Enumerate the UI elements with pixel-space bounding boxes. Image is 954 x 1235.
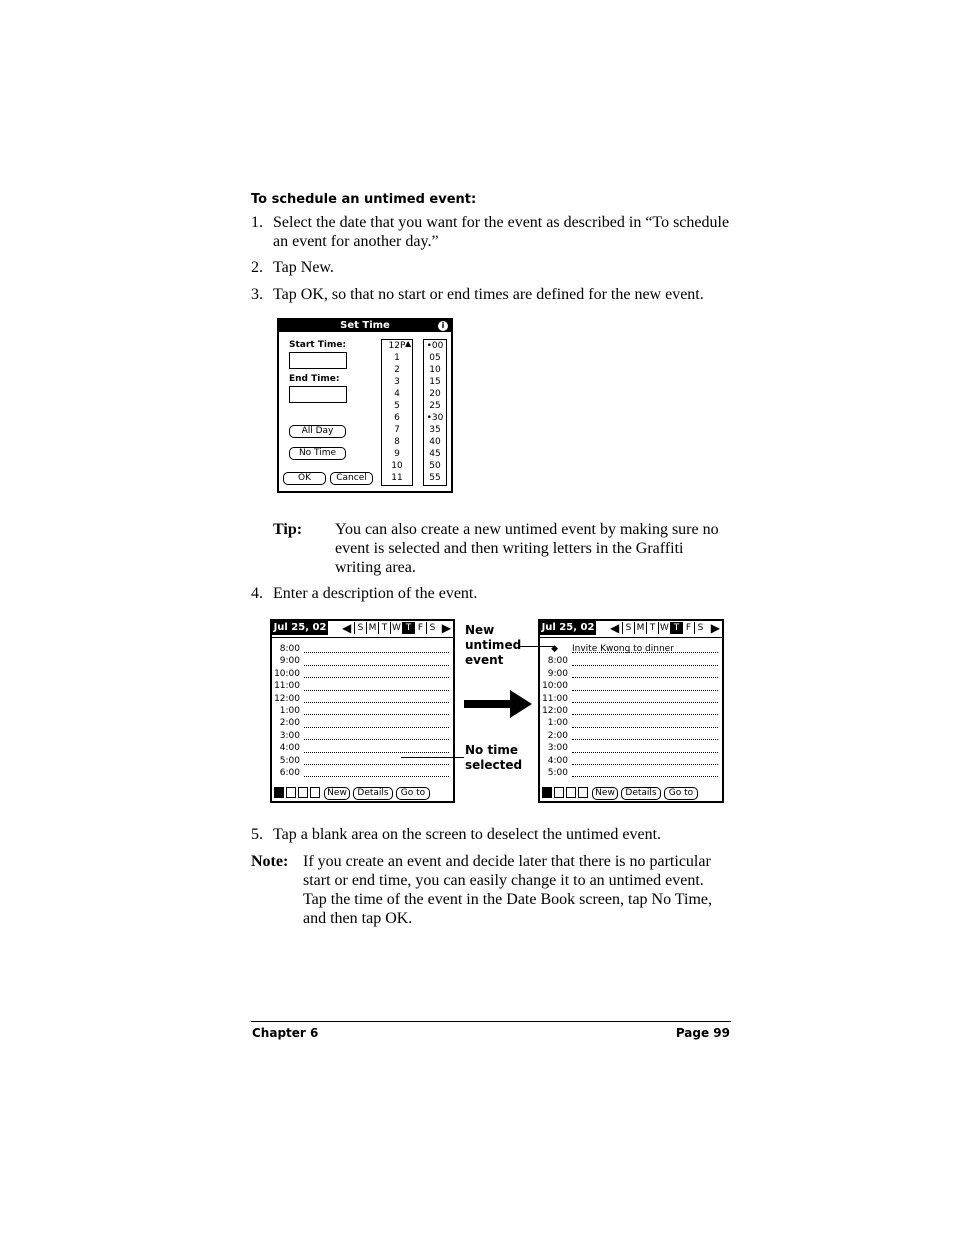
hour-item[interactable]: 1 [394, 353, 400, 363]
start-time-field[interactable] [289, 352, 347, 369]
time-label: 1:00 [547, 718, 568, 729]
week-view-icon[interactable] [554, 787, 564, 798]
weekday-button[interactable]: M [634, 622, 646, 634]
minute-item[interactable]: 35 [429, 425, 441, 435]
hour-item[interactable]: 4 [394, 389, 400, 399]
callout-no-time: No time selected [465, 743, 523, 772]
end-time-field[interactable] [289, 386, 347, 403]
minute-item[interactable]: 45 [429, 449, 441, 459]
day-view-icon[interactable] [274, 787, 284, 798]
ok-button[interactable]: OK [283, 472, 326, 485]
step-text: Select the date that you want for the event as described in “To schedule an event for another day.” [273, 214, 730, 250]
note-label [251, 852, 288, 871]
minute-item[interactable]: 15 [429, 377, 441, 387]
week-view-icon[interactable] [286, 787, 296, 798]
hour-item[interactable]: 6 [394, 413, 400, 423]
time-slot[interactable] [274, 680, 451, 692]
callout-new-untimed: New untimed event [465, 623, 522, 667]
time-label: 9:00 [279, 656, 300, 667]
time-label: 11:00 [274, 681, 300, 692]
note-label-text: Note: [251, 853, 289, 870]
day-view-before [270, 619, 455, 803]
date-label[interactable]: Jul 25, 02 [273, 622, 327, 633]
info-icon[interactable]: i [438, 321, 448, 331]
right-arrow-icon [464, 690, 532, 718]
tip-label-text: Tip: [273, 521, 303, 538]
minute-item[interactable]: 40 [429, 437, 441, 447]
section-heading: To schedule an untimed event: [251, 192, 477, 207]
time-slot[interactable] [542, 717, 720, 729]
weekday-button[interactable]: S [694, 622, 706, 634]
start-time-label: Start Time: [289, 340, 347, 350]
minute-item[interactable]: •00 [426, 341, 444, 351]
tip-text: You can also create a new untimed event by making sure no event is selected and then writing letters in the Graffiti writing area. [335, 521, 719, 576]
new-button[interactable]: New [592, 787, 618, 800]
hour-item[interactable]: 3 [394, 377, 400, 387]
untimed-event-row[interactable] [542, 643, 720, 655]
goto-button[interactable]: Go to [396, 787, 430, 800]
weekday-button[interactable]: T [402, 622, 414, 634]
time-slot[interactable] [274, 655, 451, 667]
cancel-button[interactable]: Cancel [330, 472, 373, 485]
step-text: Tap New. [273, 259, 334, 276]
minute-item[interactable]: 05 [429, 353, 441, 363]
time-slot[interactable] [274, 767, 451, 779]
details-button[interactable]: Details [621, 787, 661, 800]
time-label: 12:00 [274, 693, 300, 704]
diamond-icon: ◆ [551, 644, 558, 654]
step-number: 3. [251, 286, 263, 303]
time-slot[interactable] [542, 705, 720, 717]
end-time-label: End Time: [289, 374, 340, 384]
weekday-button[interactable]: W [658, 622, 670, 634]
time-slot[interactable] [274, 742, 451, 754]
time-label: 9:00 [547, 668, 568, 679]
time-slot[interactable] [542, 742, 720, 754]
time-label: 5:00 [547, 767, 568, 778]
time-slots[interactable] [274, 643, 451, 779]
new-button[interactable]: New [324, 787, 350, 800]
footer-rule [251, 1021, 731, 1022]
hour-item[interactable]: 10 [391, 461, 403, 471]
time-slot[interactable] [542, 693, 720, 705]
note-text: If you create an event and decide later that there is no particular start or end time, you can easily change it to an untimed event. Tap the time of the event in the Date Book screen, tap No Time, and then tap OK. [303, 853, 713, 927]
hour-item[interactable]: 7 [394, 425, 400, 435]
time-slot[interactable] [542, 767, 720, 779]
prev-week-icon[interactable]: ◀ [342, 621, 352, 635]
step-number: 4. [251, 585, 263, 602]
month-view-icon[interactable] [566, 787, 576, 798]
set-time-screen [277, 318, 453, 493]
hour-item[interactable]: 5 [394, 401, 400, 411]
footer-chapter: Chapter 6 [252, 1026, 319, 1040]
time-label: 5:00 [279, 755, 300, 766]
time-label: 6:00 [279, 767, 300, 778]
hour-item[interactable]: 9 [394, 449, 400, 459]
time-slot[interactable] [274, 693, 451, 705]
step-number: 1. [251, 214, 263, 231]
time-label: 4:00 [547, 755, 568, 766]
step-text: Tap a blank area on the screen to deselect the untimed event. [273, 826, 662, 843]
no-time-button[interactable]: No Time [289, 447, 346, 460]
time-label: 11:00 [542, 693, 568, 704]
event-description[interactable]: Invite Kwong to dinner [572, 644, 674, 654]
step-number: 2. [251, 259, 263, 276]
time-slot[interactable] [542, 730, 720, 742]
all-day-button[interactable]: All Day [289, 425, 346, 438]
hour-item[interactable]: 12P [388, 341, 406, 351]
step-number: 5. [251, 826, 263, 843]
time-label: 3:00 [547, 743, 568, 754]
week-selector[interactable] [622, 622, 706, 634]
day-view-icon[interactable] [542, 787, 552, 798]
weekday-button[interactable]: S [354, 622, 366, 634]
hour-item[interactable]: 11 [391, 473, 403, 483]
time-label: 8:00 [547, 656, 568, 667]
day-view-after [538, 619, 724, 803]
set-time-title: Set Time [279, 320, 451, 332]
agenda-view-icon[interactable] [310, 787, 320, 798]
callout-line-no-time [401, 757, 464, 758]
time-slot[interactable] [274, 643, 451, 655]
next-week-icon[interactable]: ▶ [441, 621, 451, 635]
time-slot[interactable] [542, 668, 720, 680]
weekday-button[interactable]: F [682, 622, 694, 634]
details-button[interactable]: Details [353, 787, 393, 800]
scroll-up-icon[interactable]: ▲ [405, 339, 412, 348]
time-slot[interactable] [274, 705, 451, 717]
hour-item[interactable]: 2 [394, 365, 400, 375]
weekday-button[interactable]: S [622, 622, 634, 634]
time-label: 3:00 [279, 730, 300, 741]
weekday-button[interactable]: S [426, 622, 438, 634]
hour-item[interactable]: 8 [394, 437, 400, 447]
minute-item[interactable]: •30 [426, 413, 444, 423]
weekday-button[interactable]: T [670, 622, 682, 634]
step-text: Enter a description of the event. [273, 585, 478, 602]
date-label[interactable]: Jul 25, 02 [541, 622, 595, 633]
time-label: 8:00 [279, 644, 300, 654]
weekday-button[interactable]: W [390, 622, 402, 634]
weekday-button[interactable]: F [414, 622, 426, 634]
minute-item[interactable]: 10 [429, 365, 441, 375]
time-label: 1:00 [279, 705, 300, 716]
weekday-button[interactable]: T [378, 622, 390, 634]
time-slot[interactable] [542, 680, 720, 692]
time-slots[interactable] [542, 643, 720, 779]
minute-item[interactable]: 50 [429, 461, 441, 471]
time-label: 12:00 [542, 705, 568, 716]
time-slot[interactable] [274, 668, 451, 680]
time-label: 2:00 [547, 730, 568, 741]
minute-item[interactable]: 55 [429, 473, 441, 483]
weekday-button[interactable]: T [646, 622, 658, 634]
time-label: 4:00 [279, 743, 300, 754]
step-text: Tap OK, so that no start or end times are defined for the new event. [273, 286, 704, 303]
prev-week-icon[interactable]: ◀ [610, 621, 620, 635]
minute-item[interactable]: 20 [429, 389, 441, 399]
week-selector[interactable] [354, 622, 438, 634]
minute-list[interactable] [423, 339, 447, 486]
time-slot[interactable] [542, 655, 720, 667]
callout-line-new [518, 646, 554, 647]
agenda-view-icon[interactable] [578, 787, 588, 798]
tip-label [273, 520, 302, 539]
minute-item[interactable]: 25 [429, 401, 441, 411]
time-slot[interactable] [274, 730, 451, 742]
time-slot[interactable] [542, 755, 720, 767]
month-view-icon[interactable] [298, 787, 308, 798]
time-label: 10:00 [542, 681, 568, 692]
hour-list[interactable] [381, 339, 413, 486]
weekday-button[interactable]: M [366, 622, 378, 634]
time-slot[interactable] [274, 717, 451, 729]
goto-button[interactable]: Go to [664, 787, 698, 800]
footer-page: Page 99 [675, 1026, 730, 1040]
time-label: 10:00 [274, 668, 300, 679]
time-label: 2:00 [279, 718, 300, 729]
next-week-icon[interactable]: ▶ [710, 621, 720, 635]
